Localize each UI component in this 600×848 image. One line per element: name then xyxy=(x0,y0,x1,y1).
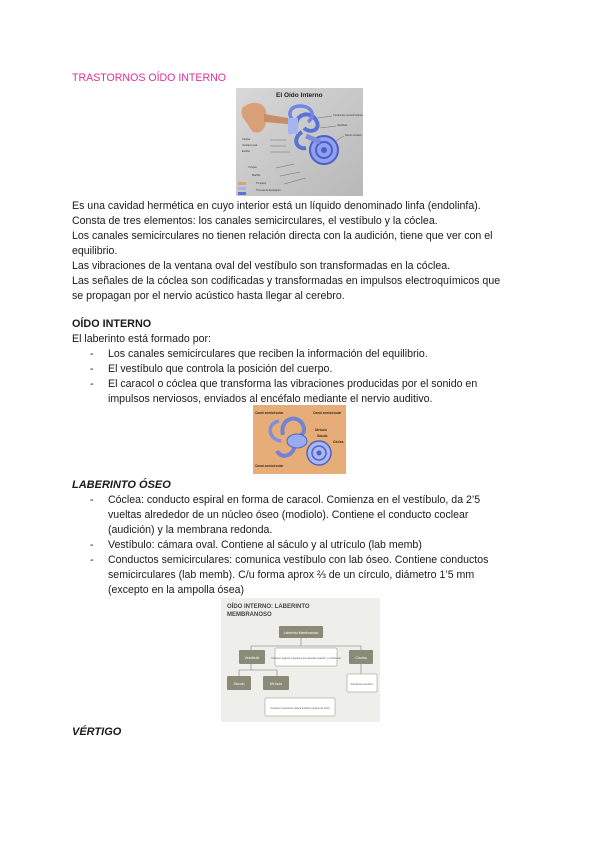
section-heading-laberinto-oseo: LABERINTO ÓSEO xyxy=(72,479,171,491)
document-title: TRASTORNOS OÍDO INTERNO xyxy=(72,72,227,84)
svg-text:Ventana oval: Ventana oval xyxy=(242,144,257,147)
svg-text:Canal semicircular: Canal semicircular xyxy=(255,464,284,468)
svg-text:Cóclea: Cóclea xyxy=(242,138,251,141)
svg-text:Martillo: Martillo xyxy=(252,174,261,177)
svg-text:Laberinto Membranoso: Laberinto Membranoso xyxy=(283,631,319,635)
bony-labyrinth-illustration xyxy=(253,405,346,474)
svg-text:Utrículo: Utrículo xyxy=(315,428,328,432)
svg-text:Conductos semicirculares: Conductos semicirculares xyxy=(333,114,363,117)
figure1-caption: El Oído Interno xyxy=(276,92,323,99)
svg-text:Conductos semicirc.: Conductos semicirc. xyxy=(350,683,374,686)
svg-text:Estribo: Estribo xyxy=(242,150,251,153)
svg-text:Tímpano: Tímpano xyxy=(256,182,267,185)
section-lead: El laberinto está formado por: xyxy=(72,333,211,345)
svg-text:Trompa de Eustaquio: Trompa de Eustaquio xyxy=(256,189,281,192)
intro-line: Los canales semicirculares no tienen relación directa con la audición, tiene que ver con el xyxy=(72,230,493,242)
svg-text:Cóclea: Cóclea xyxy=(333,440,344,444)
svg-text:Cóclea: Cóclea xyxy=(355,656,367,660)
svg-text:Yunque: Yunque xyxy=(248,166,257,169)
list-item: - Cóclea: conducto espiral en forma de caracol. Comienza en el vestíbulo, da 2’5 vueltas alrededor de un núcleo óseo (modiolo). Contiene el conducto coclear (audición) y la membrana redonda. xyxy=(90,494,481,536)
list-item: - El vestíbulo que controla la posición del cuerpo. xyxy=(90,363,333,375)
bony-labyrinth-list xyxy=(90,493,530,598)
svg-text:Utrículo: Utrículo xyxy=(269,682,283,686)
svg-text:Canal semicircular: Canal semicircular xyxy=(313,411,342,415)
list-item: - Vestíbulo: cámara oval. Contiene al sáculo y al utrículo (lab memb) xyxy=(90,539,422,551)
svg-text:Contienen receptores para la a: Contienen receptores para la audición (órgano de Corti) xyxy=(270,707,330,710)
svg-text:Nervio coclear: Nervio coclear xyxy=(345,134,362,137)
labyrinth-list xyxy=(90,347,530,407)
svg-text:Vestíbulo: Vestíbulo xyxy=(337,124,348,127)
membranous-labyrinth-svg xyxy=(221,598,380,722)
svg-text:Sáculo: Sáculo xyxy=(317,434,328,438)
intro-line: Las vibraciones de la ventana oval del vestíbulo son transformadas en la cóclea. xyxy=(72,260,451,272)
svg-text:Contiene órganos receptores qu: Contiene órganos receptores que detectan posición y movimiento xyxy=(271,657,341,660)
inner-ear-figure xyxy=(236,88,363,196)
section-heading-oido-interno: OÍDO INTERNO xyxy=(72,318,152,330)
bony-labyrinth-figure xyxy=(253,405,346,474)
list-item: - Los canales semicirculares que reciben la información del equilibrio. xyxy=(90,348,428,360)
intro-line: Es una cavidad hermética en cuyo interior está un líquido denominado linfa (endolinfa). xyxy=(72,200,481,212)
intro-line: Consta de tres elementos: los canales semicirculares, el vestíbulo y la cóclea. xyxy=(72,215,438,227)
intro-line: Las señales de la cóclea son codificadas y transformadas en impulsos electroquímicos que xyxy=(72,275,501,287)
intro-line: equilibrio. xyxy=(72,245,118,257)
membranous-labyrinth-diagram xyxy=(221,598,380,722)
list-item: - Conductos semicirculares: comunica vestíbulo con lab óseo. Contiene conductos semicirculares (lab memb). C/u forma aprox ⅔ de un círculo, diámetro 1’5 mm (excepto en la ampolla ósea) xyxy=(90,554,489,596)
svg-text:Sáculo: Sáculo xyxy=(233,682,245,686)
svg-text:MEMBRANOSO: MEMBRANOSO xyxy=(227,612,272,618)
list-item: - El caracol o cóclea que transforma las vibraciones producidas por el sonido en impulsos nerviosos, enviados al encéfalo mediante el nervio auditivo. xyxy=(90,378,478,405)
svg-text:OÍDO INTERNO: LABERINTO: OÍDO INTERNO: LABERINTO xyxy=(227,604,310,610)
section-heading-vertigo: VÉRTIGO xyxy=(72,726,122,738)
intro-line: se propagan por el nervio acústico hasta llegar al cerebro. xyxy=(72,290,345,302)
svg-text:Canal semicircular: Canal semicircular xyxy=(255,411,284,415)
inner-ear-illustration xyxy=(236,88,363,196)
svg-text:Vestíbulo: Vestíbulo xyxy=(244,656,260,660)
